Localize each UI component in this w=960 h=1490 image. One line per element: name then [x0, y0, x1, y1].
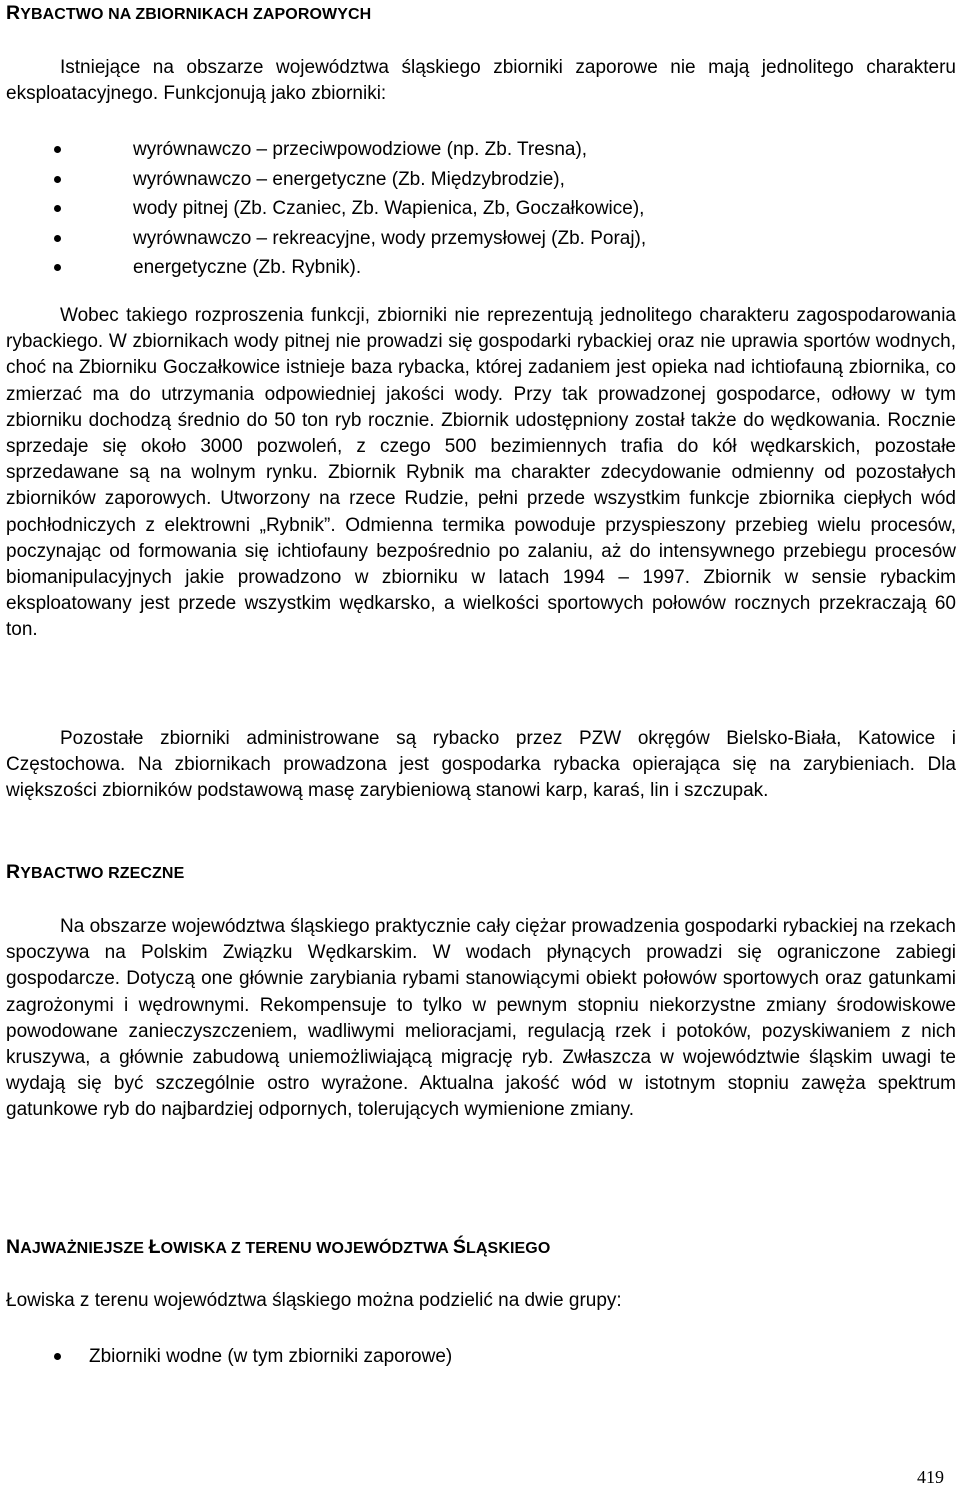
heading-text: YBACTWO RZECZNE: [20, 865, 185, 882]
heading-text: YBACTWO NA ZBIORNIKACH ZAPOROWYCH: [20, 6, 372, 23]
bullet-icon: [54, 176, 61, 183]
bullet-icon: [54, 1353, 61, 1360]
body-paragraph: Wobec takiego rozproszenia funkcji, zbiorniki nie reprezentują jednolitego charakteru zagospodarowania rybackiego. W zbiornikach wody pitnej nie prowadzi się gospodarki rybackiej oraz nie uprawia sportów wodnych, choć na Zbiorniku Goczałkowice istnieje baza rybacka, której zadaniem jest opieka nad ichtiofauną zbiornika, co zmierzać ma do utrzymania odpowiedniej jakości wody. Przy tak prowadzonej gospodarce, odłowy w tym zbiorniku dochodzą średnio do 50 ton ryb rocznie. Zbiornik udostępniony został także do wędkowania. Rocznie sprzedaje się około 3000 pozwoleń, z czego 500 bezimiennych trafia do kół wędkarskich, pozostałe sprzedawane są na wolnym rynku. Zbiornik Rybnik ma charakter zdecydowanie odmienny od pozostałych zbiorników zaporowych. Utworzony na rzece Rudzie, pełni przede wszystkim funkcje zbiornika ciepłych wód pochłodniczych z elektrowni „Rybnik”. Odmienna termika powoduje przyspieszony przebieg wielu procesów, poczynając od formowania się ichtiofauny bezpośrednio po zalaniu, aż do intensywnego przebiegu procesów biomanipulacyjnych jakie prowadzono w zbiorniku w latach 1994 – 1997. Zbiornik w sensie rybackim eksploatowany jest przede wszystkim wędkarsko, a wielkości sportowych połowów rocznych przekraczają 60 ton.: [6, 305, 956, 641]
heading-initial: R: [6, 861, 21, 883]
intro-paragraph: Istniejące na obszarze województwa śląskiego zbiorniki zaporowe nie mają jednolitego charakteru eksploatacyjnego. Funkcjonują jako zbiorniki:: [6, 57, 956, 105]
list-item: wyrównawczo – energetyczne (Zb. Międzybrodzie),: [6, 165, 956, 195]
bullet-icon: [54, 264, 61, 271]
fisheries-intro: Łowiska z terenu województwa śląskiego można podzielić na dwie grupy:: [6, 1290, 622, 1311]
fisheries-group-list: [6, 1342, 956, 1372]
body-paragraph: Na obszarze województwa śląskiego praktycznie cały ciężar prowadzenia gospodarki rybackiej na rzekach spoczywa na Polskim Związku Wędkarskim. W wodach płynących prowadzi się ograniczone zabiegi gospodarcze. Dotyczą one głównie zarybiania rybami stanowiącymi obiekt połowów sportowych oraz gatunkami zagrożonymi i wędrownymi. Rekompensuje to tylko w pewnym stopniu niekorzystne zmiany środowiskowe powodowane zanieczyszczeniem, wadliwymi melioracjami, regulacją rzek i potoków, pozyskiwaniem z nich kruszywa, a głównie zabudową uniemożliwiającą migrację ryb. Zwłaszcza w województwie śląskim uwagi te wydają się być szczególnie ostro wyrażone. Aktualna jakość wód w istotnym stopniu zawęża spektrum gatunkowe ryb do najbardziej odpornych, tolerujących wymienione zmiany.: [6, 916, 956, 1121]
body-paragraph: Pozostałe zbiorniki administrowane są rybacko przez PZW okręgów Bielsko-Biała, Katowice i Częstochowa. Na zbiornikach prowadzona jest gospodarka rybacka opierająca się na zarybieniach. Dla większości zbiorników podstawową masę zarybieniową stanowi karp, karaś, lin i szczupak.: [6, 728, 956, 802]
list-item: Zbiorniki wodne (w tym zbiorniki zaporowe): [6, 1342, 956, 1372]
list-item: wody pitnej (Zb. Czaniec, Zb. Wapienica, Zb, Goczałkowice),: [6, 194, 956, 224]
heading-initial: R: [6, 2, 21, 24]
section-heading-river-fishing: [6, 861, 956, 885]
bullet-icon: [54, 235, 61, 242]
section-heading-reservoirs: [6, 2, 956, 26]
reservoir-function-list: [6, 135, 956, 283]
section-heading-fisheries: NAJWAŻNIEJSZE ŁOWISKA Z TERENU WOJEWÓDZTWA ŚLĄSKIEGO: [6, 1236, 551, 1258]
bullet-icon: [54, 205, 61, 212]
page-number: 419: [917, 1467, 944, 1487]
bullet-icon: [54, 146, 61, 153]
list-item: wyrównawczo – rekreacyjne, wody przemysłowej (Zb. Poraj),: [6, 224, 956, 254]
list-item: wyrównawczo – przeciwpowodziowe (np. Zb. Tresna),: [6, 135, 956, 165]
list-item: energetyczne (Zb. Rybnik).: [6, 253, 956, 283]
